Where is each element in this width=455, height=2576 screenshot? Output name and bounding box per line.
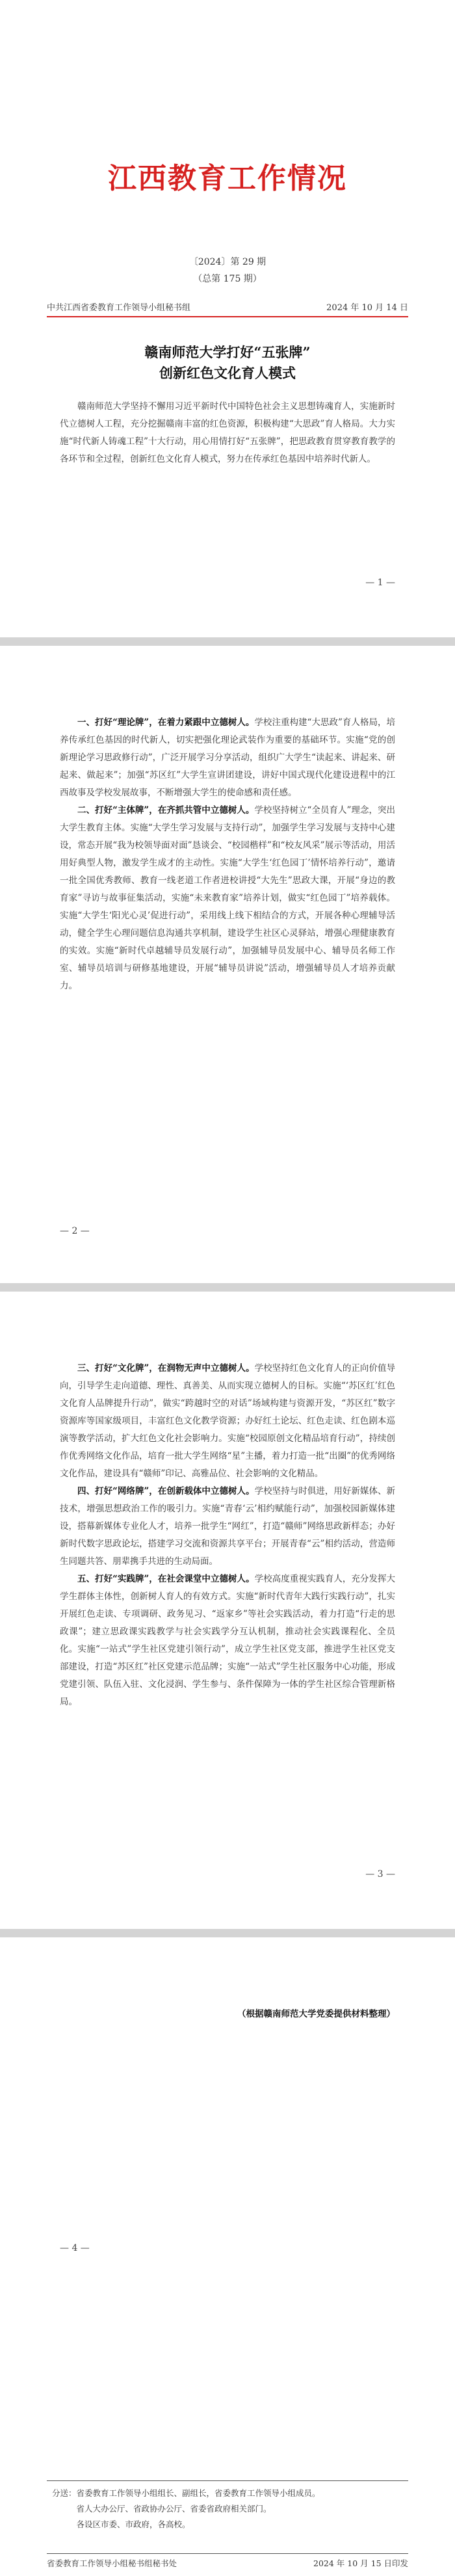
distribution-line: 各设区市委、市政府，各高校。 [76, 2519, 190, 2529]
article-title-line1: 赣南师范大学打好“五张牌” [144, 344, 311, 360]
issuer-row [47, 300, 408, 313]
section-2-body: 学校坚持树立“全员育人”理念，突出大学生教育主体。实施“大学生学习发展与支持行动”，加强学生学习发展与支持中心建设，常态开展“我为校领导面对面”恳谈会、“校园楷样”和“校友风采”展示等活动，用活用好典型人物，激发学生成才的主动性。实施“大学生‘红色园丁’情怀培养行动”，邀请一批全国优秀教师、教育一线老道工作者进校讲授“大先生”思政大课，开展“身边的教育家”寻访与故事征集活动，实施“未来教育家”培养计划，做实“红色园丁”培养载体。实施“大学生‘阳光心灵’促进行动”，采用线上线下相结合的方式，开展各种心理辅导活动，健全学生心理问题信息沟通共享机制，建设学生社区心灵驿站，增强心理健康教育的实效。实施“新时代卓越辅导员发展行动”，加强辅导员发展中心、辅导员名师工作室、辅导员培训与研修基地建设，开展“辅导员讲说”活动，增强辅导员人才培养贡献力。 [60, 805, 395, 991]
article-intro [60, 398, 395, 468]
page-1 [0, 0, 455, 637]
page-2 [0, 646, 455, 1283]
intro-paragraph: 赣南师范大学坚持不懈用习近平新时代中国特色社会主义思想铸魂育人，实施新时代立德树人工程，充分挖掘赣南丰富的红色资源，积极构建“大思政”育人格局。大力实施“时代新人铸魂工程”十大行动，用心用情打好“五张牌”，把思政教育贯穿教育教学的各环节和全过程，创新红色文化育人模式，努力在传承红色基因中培养时代新人。 [60, 401, 395, 464]
section-3 [60, 1360, 395, 1711]
footer-row [47, 2557, 408, 2569]
footer-top-rule [47, 2553, 408, 2554]
distribution-top-rule [47, 2480, 408, 2481]
footer-printed-date: 2024 年 10 月 15 日印发 [313, 2558, 408, 2568]
section-5-lead: 五、打好“实践牌”，在社会课堂中立德树人。 [77, 1574, 255, 1584]
section-4-paragraph [60, 1483, 395, 1571]
article-signoff: （根据赣南师范大学党委提供材料整理） [237, 2009, 395, 2019]
section-5-body: 学校高度重视实践育人，充分发挥大学生群体主体性，创新树人育人的有效方式。实施“新时代青年大践行实践行动”，扎实开展红色走读、专项调研、政务见习、“返家乡”等社会实践活动，着力打造“行走的思政课”；建立思政课实践教学与社会实践学分互认机制，推动社会实践课程化、全员化。实施“一站式”学生社区党建引领行动”，成立学生社区党支部，推进学生社区党支部建设，打造“苏区红”社区党建示范品牌；实施“一站式”学生社区服务中心功能，形成党建引领、队伍入驻、文化浸润、学生参与、条件保障为一体的学生社区综合管理新格局。 [60, 1574, 396, 1707]
section-3-body: 学校坚持红色文化育人的正向价值导向，引导学生走向道德、理性、真善美、从而实现立德树人的目标。实施“‘苏区红’红色文化育人品牌提升行动”，做实“跨越时空的对话”场域构建与资源开发，“苏区红”数字资源库等国家级项目，丰富红色文化教学资源；办好红土论坛、红色走读、红色剧本巡演等教学活动，扩大红色文化社会影响力。实施“校园原创文化精品培育行动”，持续创作优秀网络文化作品，培育一批大学生网络“星”主播，着力打造一批“出圈”的优秀网络文化作品，建设具有“赣师”印记、高雅品位、社会影响的文化精品。 [60, 1363, 396, 1479]
section-2-paragraph [60, 802, 395, 995]
distribution-list [52, 2486, 403, 2532]
section-1-body: 学校注重构建“大思政”育人格局，培养传承红色基因的时代新人，切实把强化理论武装作为重要的基础环节。实施“党的创新理论学习思政修行动”，广泛开展学习分享活动，组织广大学生“读起来、讲起来、研起来、做起来”；加强“苏区红”大学生宣讲团建设，讲好中国式现代化建设进程中的江西故事及学校发展故事，不断增强大学生的使命感和责任感。 [60, 717, 395, 798]
section-4-body: 学校坚持与时俱进，用好新媒体、新技术，增强思想政治工作的吸引力。实施“青春‘云’相约赋能行动”，加强校园新媒体建设，搭幕新媒体专业化人才，培养一批学生“网红”，打造“赣师”网络思政新样态；办好新时代数字思政论坛，搭建学习交流和资源共享平台；开展青春“云”相约活动，营造师生同题共答、朋辈携手共进的生动局面。 [60, 1486, 396, 1567]
page-number: — 1 — [365, 578, 395, 588]
article-title-line2: 创新红色文化育人模式 [159, 365, 296, 381]
section-1-paragraph [60, 714, 395, 802]
red-divider [47, 316, 408, 317]
issue-number: 〔2024〕第 29 期 [188, 257, 266, 267]
section-3-paragraph [60, 1360, 395, 1483]
page-3 [0, 1292, 455, 1929]
issuer-name: 中共江西省委教育工作领导小组秘书组 [47, 303, 191, 313]
masthead-title: 江西教育工作情况 [108, 162, 347, 195]
section-2-lead: 二、打好“主体牌”，在齐抓共管中立德树人。 [77, 805, 255, 816]
page-number: — 3 — [365, 1869, 395, 1879]
distribution-line: 分送：省委教育工作领导小组组长、副组长，省委教育工作领导小组成员。 [52, 2488, 320, 2498]
page-number: — 2 — [60, 1226, 90, 1236]
issue-total: （总第 175 期） [193, 274, 262, 284]
section-3-lead: 三、打好“文化牌”，在润物无声中立德树人。 [77, 1363, 255, 1374]
distribution-line: 省人大办公厅、省政协办公厅、省委省政府相关部门。 [76, 2504, 272, 2514]
section-4-lead: 四、打好“网络牌”，在创新载体中立德树人。 [77, 1486, 255, 1496]
section-1-lead: 一、打好“理论牌”，在着力紧跟中立德树人。 [77, 717, 255, 728]
page-number: — 4 — [60, 2243, 90, 2253]
signoff-block [60, 2006, 395, 2023]
footer-issuer: 省委教育工作领导小组秘书组秘书处 [47, 2558, 177, 2568]
section-5-paragraph [60, 1571, 395, 1711]
section-1 [60, 714, 395, 995]
issue-date: 2024 年 10 月 14 日 [326, 303, 408, 313]
